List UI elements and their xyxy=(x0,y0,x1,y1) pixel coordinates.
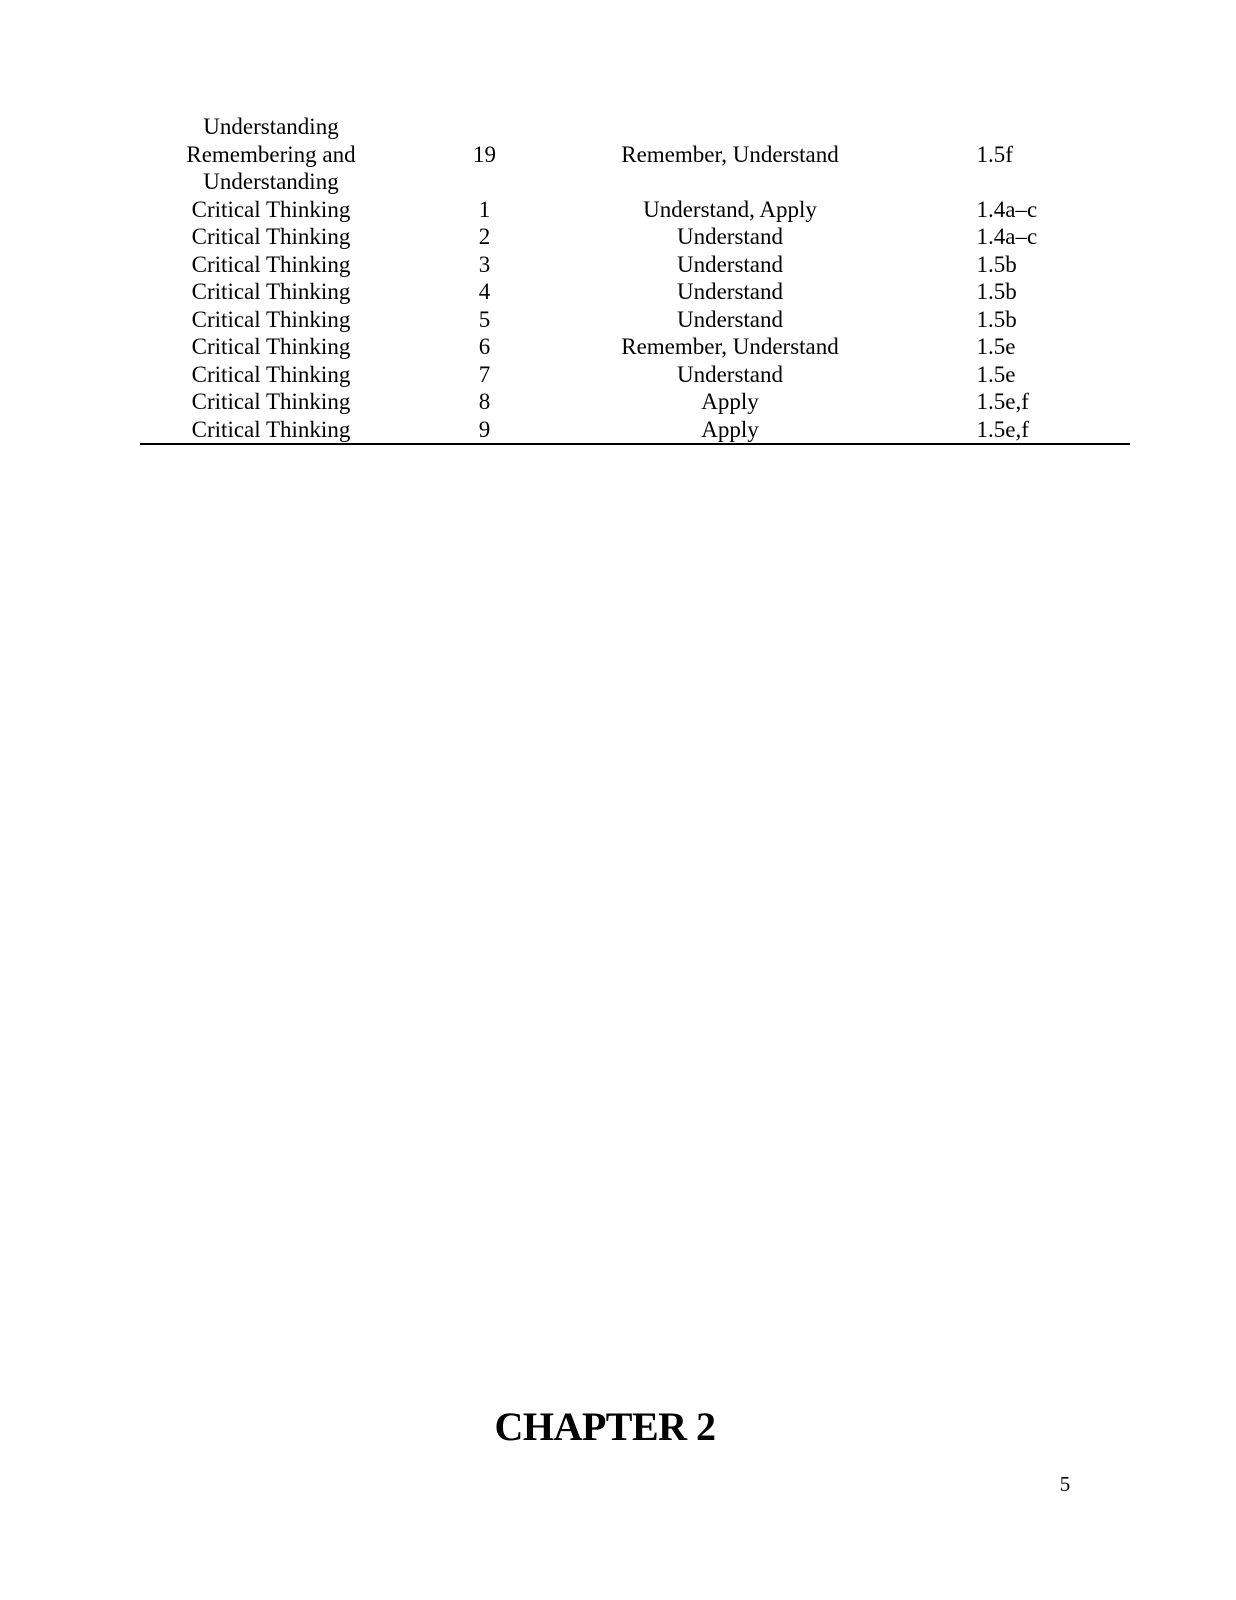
bloom-level-cell: Understand xyxy=(676,224,784,249)
objective-cell xyxy=(893,196,1130,224)
topic-cell: Critical Thinking xyxy=(191,306,351,332)
objective-cell xyxy=(893,306,1130,334)
question-number-cell: 8 xyxy=(478,389,491,414)
chapter-heading: CHAPTER 2 xyxy=(494,1404,716,1449)
objective-text: 1.5b xyxy=(976,279,1017,304)
objective-text: 1.5e xyxy=(976,361,1016,387)
bloom-level-cell: Understand xyxy=(676,251,784,277)
question-number-cell: 5 xyxy=(478,306,491,332)
table-row xyxy=(140,251,1130,279)
objective-cell xyxy=(893,223,1130,251)
question-number-cell: 1 xyxy=(478,196,491,222)
objective-text: 1.4a–c xyxy=(976,196,1038,222)
objective-cell xyxy=(893,251,1130,279)
table-row xyxy=(140,361,1130,389)
topic-line: Understanding xyxy=(203,169,339,194)
table-row xyxy=(140,223,1130,251)
question-number-cell: 6 xyxy=(478,334,491,359)
objective-cell xyxy=(893,388,1130,416)
objective-cell xyxy=(893,333,1130,361)
table-row xyxy=(140,416,1130,445)
question-number-cell: 7 xyxy=(478,361,491,387)
objective-text: 1.5e,f xyxy=(976,416,1029,442)
table-row xyxy=(140,113,1130,196)
table-row xyxy=(140,333,1130,361)
bloom-level-cell: Apply xyxy=(701,416,759,442)
question-mapping-table xyxy=(140,113,1130,445)
topic-cell: Critical Thinking xyxy=(191,279,351,304)
bloom-level-cell: Understand xyxy=(676,306,784,332)
objective-cell xyxy=(893,361,1130,389)
question-number-cell: 2 xyxy=(478,224,491,249)
question-number-cell: 9 xyxy=(478,416,491,442)
bloom-level-cell: Understand xyxy=(676,279,784,304)
topic-cell: Critical Thinking xyxy=(191,334,351,359)
objective-text: 1.5e xyxy=(976,334,1016,359)
objective-cell xyxy=(893,278,1130,306)
topic-cell: Critical Thinking xyxy=(191,389,351,414)
bloom-level-cell: Apply xyxy=(701,389,759,414)
topic-line: Understanding xyxy=(203,114,339,139)
objective-cell xyxy=(893,113,1130,196)
table-row xyxy=(140,278,1130,306)
topic-line: Remembering and xyxy=(186,141,356,167)
objective-text: 1.5e,f xyxy=(976,389,1029,414)
question-number-cell: 4 xyxy=(478,279,491,304)
topic-cell: Critical Thinking xyxy=(191,251,351,277)
objective-text: 1.5f xyxy=(976,141,1013,167)
topic-cell: Critical Thinking xyxy=(191,224,351,249)
question-number-cell: 3 xyxy=(478,251,491,277)
table-row xyxy=(140,306,1130,334)
question-number-cell: 19 xyxy=(473,141,496,167)
bloom-level-cell: Understand xyxy=(676,361,784,387)
topic-cell xyxy=(140,113,402,196)
topic-cell: Critical Thinking xyxy=(191,196,351,222)
bloom-level-cell: Remember, Understand xyxy=(621,141,839,167)
objective-text: 1.5b xyxy=(976,251,1017,277)
page-number: 5 xyxy=(1059,1472,1071,1496)
topic-cell: Critical Thinking xyxy=(191,361,351,387)
objective-text: 1.5b xyxy=(976,306,1017,332)
table-row xyxy=(140,388,1130,416)
objective-cell xyxy=(893,416,1130,445)
bloom-level-cell: Understand, Apply xyxy=(643,196,817,222)
table-row xyxy=(140,196,1130,224)
bloom-level-cell: Remember, Understand xyxy=(621,334,839,359)
topic-cell: Critical Thinking xyxy=(191,416,351,442)
objective-text: 1.4a–c xyxy=(976,224,1038,249)
